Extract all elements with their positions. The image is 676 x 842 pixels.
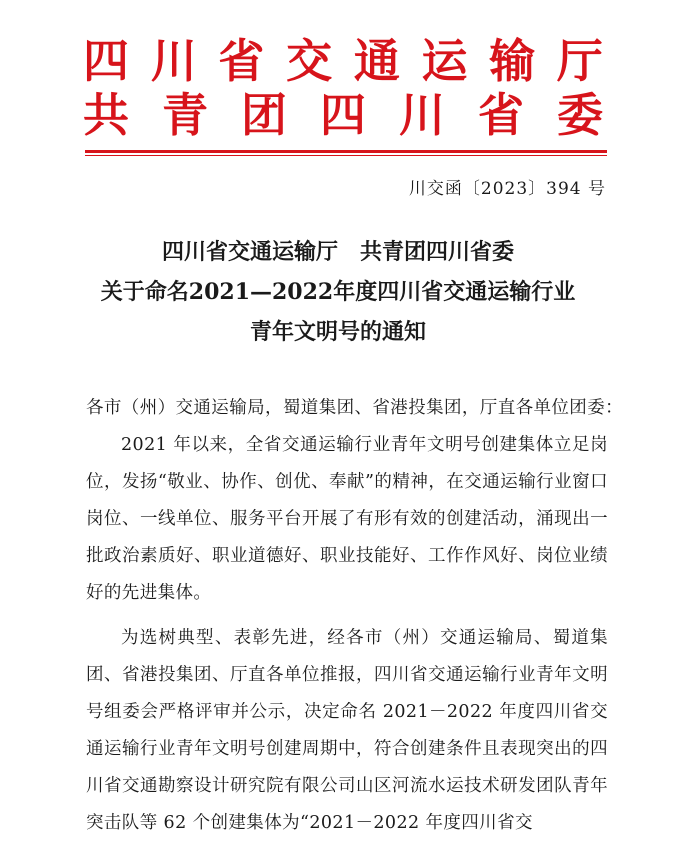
letterhead-char: 四	[320, 88, 366, 142]
letterhead-org-1	[78, 34, 608, 88]
letterhead-char: 团	[241, 88, 287, 142]
document-body	[86, 390, 623, 842]
salutation: 各市（州）交通运输局，蜀道集团、省港投集团，厅直各单位团委：	[86, 398, 623, 418]
letterhead-char: 厅	[556, 34, 603, 88]
paragraph-2: 为选树典型、表彰先进，经各市（州）交通运输局、蜀道集团、省港投集团、厅直各单位推报，四川省交通运输行业青年文明号组委会严格评审并公示，决定命名 2021－2022 年度四川省交通运输行业青年文明号创建周期中，符合创建条件且表现突出的四川省交通勘察设计研究院有限公司山区河流水运技术研发团队青年突击队等 62 个创建集体为“2021－2022 年度四川省交	[86, 628, 608, 833]
red-divider	[85, 150, 607, 153]
letterhead-char: 川	[150, 34, 197, 88]
letterhead-char: 青	[162, 88, 208, 142]
title-line-2: 关于命名2021—2022年度四川省交通运输行业	[100, 279, 576, 305]
letterhead-char: 交	[286, 34, 333, 88]
document-number: 川交函〔2023〕394 号	[408, 179, 606, 199]
letterhead-char: 省	[218, 34, 265, 88]
letterhead-char: 共	[83, 88, 129, 142]
title-line-3: 青年文明号的通知	[249, 319, 426, 345]
paragraph-1: 2021 年以来，全省交通运输行业青年文明号创建集体立足岗位，发扬“敬业、协作、创优、奉献”的精神，在交通运输行业窗口岗位、一线单位、服务平台开展了有形有效的创建活动，涌现出一批政治素质好、职业道德好、职业技能好、工作作风好、岗位业绩好的先进集体。	[86, 435, 608, 603]
letterhead-char: 输	[489, 34, 536, 88]
document-title	[0, 232, 676, 352]
red-divider-thin	[85, 155, 607, 156]
red-letterhead	[78, 34, 608, 142]
letterhead-char: 四	[83, 34, 129, 88]
letterhead-org-2	[78, 88, 608, 142]
letterhead-char: 省	[478, 88, 524, 142]
title-line-1: 四川省交通运输厅 共青团四川省委	[161, 239, 514, 265]
paragraph-gap	[86, 612, 608, 620]
letterhead-char: 通	[353, 34, 400, 88]
letterhead-char: 委	[557, 88, 603, 142]
letterhead-char: 运	[421, 34, 468, 88]
letterhead-char: 川	[399, 88, 445, 142]
